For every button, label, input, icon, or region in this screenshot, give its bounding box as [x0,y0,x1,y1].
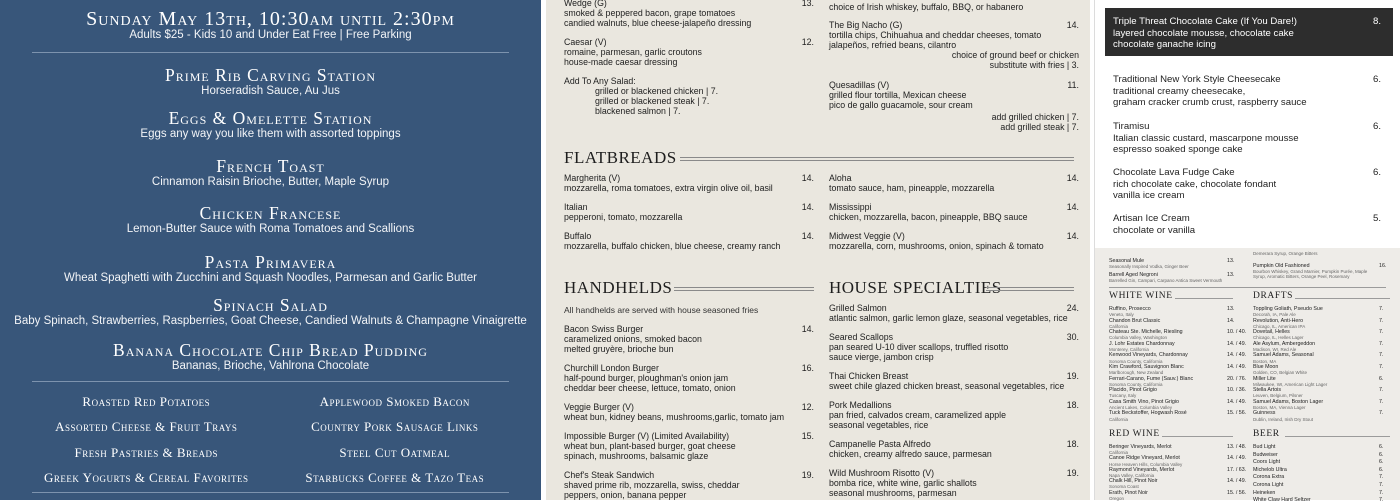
drink-item: Kenwood Vineyards, Chardonnay 14. / 49. Sonoma County, California [1109,352,1247,364]
drink-item: Michelob Ultra 6. [1253,466,1384,473]
drink-item: Revolution, Anti-Hero 7. Chicago, IL, American IPA [1253,317,1384,329]
station-desc: Baby Spinach, Strawberries, Raspberries, Goat Cheese, Candied Walnuts & Champagne Vinaigrette [14,315,527,327]
brunch-price-line: Adults $25 - Kids 10 and Under Eat Free | Free Parking [129,29,412,41]
dessert-item-lava-cake: Chocolate Lava Fudge Cake 6. rich chocolate cake, chocolate fondant vanilla ice cream [1113,167,1381,201]
section-rule [1175,298,1233,299]
menu-item-impossible: Impossible Burger (V) (Limited Availability) 15. wheat bun, plant-based burger, goat cheese spinach, mushrooms, balsamic glaze [564,431,814,461]
station-desc: Bananas, Brioche, Vahlrona Chocolate [171,360,370,372]
menu-item-campanelle: Campanelle Pasta Alfredo 18. chicken, creamy alfredo sauce, parmesan [829,439,1079,459]
station-bread-pudding [0,341,541,372]
cocktail-item: Seasonal Mule 13. Seasonally Inspired Vodka, Ginger Beer [1109,258,1235,270]
drink-item: Tuck Beckstoffer, Hogwash Rosé 15. / 56. California [1109,410,1247,422]
cocktail-item: Barrell Aged Negroni 13. Barrelled Gin, Campari, Carpano Antica Sweet Vermouth [1109,272,1235,284]
side-item: Fresh Pastries & Breads [74,444,218,460]
side-item: Greek Yogurts & Cereal Favorites [43,470,249,486]
cocktail-item: Demerara Syrup, Orange Bitters [1253,251,1318,256]
menu-item-salmon: Grilled Salmon 24. atlantic salmon, garlic lemon glaze, seasonal vegetables, rice [829,303,1079,323]
drink-item: Chalk Hill, Pinot Noir 14. / 49. Sonoma Coast [1109,478,1247,490]
section-title-red-wine: RED WINE [1109,429,1160,439]
drink-item: Ruffino, Prosecco 13. Veneto, Italy [1109,306,1235,318]
station-desc: Lemon-Butter Sauce with Roma Tomatoes and Scallions [126,223,415,235]
drink-item: Blue Moon 7. Golden, CO, Belgian White [1253,364,1384,376]
station-name: French Toast [216,156,325,176]
dessert-menu-panel [1094,0,1400,248]
section-title-specialties: HOUSE SPECIALTIES [829,278,1002,297]
drink-item: Samuel Adams, Boston Lager 7. Boston, MA, Vienna Lager [1253,398,1384,410]
drink-item: Placido, Pinot Grigio 10. / 36. Tuscany, Italy [1109,387,1247,399]
station-name: Chicken Francese [199,203,342,223]
divider [32,492,509,493]
drink-item: Miller Lite 6. Milwaukee, WI, American Light Lager [1253,375,1384,387]
section-title-drafts: DRAFTS [1253,291,1294,301]
drink-item: Bud Light 6. [1253,444,1384,450]
menu-item-thai-chicken: Thai Chicken Breast 19. sweet chile glazed chicken breast, seasonal vegetables, rice [829,371,1079,391]
menu-item-midwest-veggie: Midwest Veggie (V) 14. mozzarella, corn, mushrooms, onion, spinach & tomato [829,231,1079,251]
menu-item-veggie-burger: Veggie Burger (V) 12. wheat bun, kidney beans, mushrooms,garlic, tomato jam [564,402,814,422]
drink-item: Guinness 7. Dublin, Ireland, Irish Dry Stout [1253,410,1384,422]
menu-item-big-nacho: The Big Nacho (G) 14. tortilla chips, Chihuahua and cheddar cheeses, tomato jalapeños, refried beans, cilantro choice of ground beef or chicken substitute with fries | 3. [829,20,1079,70]
add-to-salad: Add To Any Salad: grilled or blackened chicken | 7. grilled or blackened steak | 7. blackened salmon | 7. [564,76,719,116]
drink-item: Beringer Vineyards, Merlot 13. / 48. California [1109,444,1247,456]
sides-row [22,440,519,466]
section-title-handhelds: HANDHELDS [564,278,673,297]
menu-item-buffalo: Buffalo 14. mozzarella, buffalo chicken, blue cheese, creamy ranch [564,231,814,251]
menu-item-steak-sandwich: Chef's Steak Sandwich 19. shaved prime rib, mozzarella, swiss, cheddar peppers, onion, banana pepper [564,470,814,500]
drink-item: Corona Light 7. [1253,482,1384,488]
menu-item-churchill: Churchill London Burger 16. half-pound burger, ploughman's onion jam cheddar beer cheese, lettuce, tomato, onion [564,363,814,393]
side-item: Assorted Cheese & Fruit Trays [55,419,238,435]
menu-item-italian: Italian 14. pepperoni, tomato, mozzarella [564,202,814,222]
drink-item: Raymond Vineyards, Merlot 17. / 63. Napa Valley, California [1109,466,1247,478]
sides-row [22,466,519,492]
section-title-flatbreads: FLATBREADS [564,148,677,167]
section-rule [674,287,814,291]
brunch-date-line: Sunday May 13th, 10:30am until 2:30pm [86,8,455,30]
menu-item-bacon-swiss: Bacon Swiss Burger 14. caramelized onions, smoked bacon melted gruyère, brioche bun [564,324,814,354]
station-name: Pasta Primavera [204,252,337,272]
drink-item: Chandon Brut Classic 14. California [1109,317,1235,329]
cocktail-item: Pumpkin Old Fashioned 16. Bourbon Whiskey, Grand Marnier, Pumpkin Purée, Maple Syrup, Aromatic Bitters, Orange Peel, Rosemary [1253,263,1387,280]
station-name: Banana Chocolate Chip Bread Pudding [113,340,428,360]
drink-item: Ferrari-Carano, Fume (Sauv.) Blanc 20. / 76. Sonoma County, California [1109,375,1247,387]
menu-item-caesar: Caesar (V) 12. romaine, parmesan, garlic croutons house-made caesar dressing [564,37,814,67]
menu-item-scallops: Seared Scallops 30. pan seared U-10 diver scallops, truffled risotto sauce vierge, jambon crisp [829,332,1079,362]
menu-item-margherita: Margherita (V) 14. mozzarella, roma tomatoes, extra virgin olive oil, basil [564,173,814,193]
section-rule [1162,436,1233,437]
dessert-item-tiramisu: Tiramisu 6. Italian classic custard, mascarpone mousse espresso soaked sponge cake [1113,121,1381,155]
section-rule [680,157,1074,161]
side-item: Roasted Red Potatoes [82,393,211,409]
drink-item: Stella Artois 7. Leuven, Belgium, Pilsner [1253,387,1384,399]
dessert-item-ice-cream: Artisan Ice Cream 5. chocolate or vanilla [1113,213,1381,236]
dessert-item-triple-threat: Triple Threat Chocolate Cake (If You Dare!) 8. layered chocolate mousse, chocolate cake chocolate ganache icing [1113,16,1381,50]
section-rule [986,287,1074,291]
dessert-item-cheesecake: Traditional New York Style Cheesecake 6. traditional creamy cheesecake, graham cracker crumb crust, raspberry sauce [1113,74,1381,108]
station-desc: Wheat Spaghetti with Zucchini and Squash Noodles, Parmesan and Garlic Butter [64,272,477,284]
drink-item: Ale Asylum, Ambergeddon 7. Madison, WI, Red Ale [1253,340,1384,352]
drink-item: White Claw Hard Seltzer 7. [1253,497,1384,503]
section-rule [1295,298,1390,299]
station-pasta-primavera [0,253,541,284]
divider [32,381,509,382]
station-name: Prime Rib Carving Station [164,65,376,85]
station-name: Eggs & Omelette Station [168,108,373,128]
drink-item: Coors Light 6. [1253,459,1384,466]
section-rule [1285,436,1390,437]
menu-item-pork-medallions: Pork Medallions 18. pan fried, calvados cream, caramelized apple seasonal vegetables, rice [829,400,1079,430]
menu-item-wedge: Wedge (G) 13. smoked & peppered bacon, grape tomatoes candied walnuts, blue cheese-jalapeño dressing [564,0,814,28]
drink-item: Corona Extra 7. [1253,474,1384,481]
drink-item: Samuel Adams, Seasonal 7. Boston, MA [1253,352,1384,364]
station-eggs [0,109,541,140]
drink-item: Canoe Ridge Vineyard, Merlot 14. / 49. Horse Heaven Hills, Columbia Valley [1109,455,1247,467]
station-french-toast [0,157,541,188]
sides-row [22,415,519,441]
menu-item-aloha: Aloha 14. tomato sauce, ham, pineapple, mozzarella [829,173,1079,193]
side-item: Country Pork Sausage Links [311,419,479,435]
divider [32,52,509,53]
station-desc: Eggs any way you like them with assorted toppings [140,128,401,140]
station-desc: Horseradish Sauce, Au Jus [201,85,340,97]
featured-dessert-box [1105,8,1393,56]
drink-item: Budweiser 6. [1253,451,1384,458]
drink-item: Casa Smith Vino, Pinot Grigio 14. / 49. Ancient Lakes, Columbia Valley [1109,398,1247,410]
drink-item: Toppling Goliath, Pseudo Sue 7. Decorah, IA, Pale Ale [1253,306,1384,318]
drink-item: Heineken 7. [1253,489,1384,496]
drink-item: Kim Crawford, Sauvignon Blanc 14. / 49. Marlborough, New Zealand [1109,364,1247,376]
side-item: Starbucks Coffee & Tazo Teas [305,470,485,486]
divider [1109,287,1386,288]
section-title-beer: BEER [1253,429,1280,439]
section-title-white-wine: WHITE WINE [1109,291,1173,301]
station-spinach-salad [0,296,541,327]
menu-item-mississippi: Mississippi 14. chicken, mozzarella, bacon, pineapple, BBQ sauce [829,202,1079,222]
drink-item: Dovetail, Helles 7. Chicago, IL, Helles Lager [1253,329,1384,341]
drink-item: Erath, Pinot Noir 15. / 56. Oregon [1109,489,1247,501]
drinks-menu-panel [1094,248,1400,503]
side-item: Applewood Smoked Bacon [319,393,470,409]
side-item: Steel Cut Oatmeal [339,444,451,460]
drink-item: J. Lohr Estates Chardonnay 14. / 49. Monterey, California [1109,340,1247,352]
station-chicken-francese [0,204,541,235]
lunch-menu-panel [546,0,1090,500]
station-prime-rib [0,66,541,97]
station-name: Spinach Salad [213,295,328,315]
sides-row [22,389,519,415]
station-desc: Cinnamon Raisin Brioche, Butter, Maple Syrup [151,176,390,188]
sides-list [22,389,519,491]
handhelds-note: All handhelds are served with house seasoned fries [564,305,759,315]
menu-item-quesadillas: Quesadillas (V) 11. grilled flour tortilla, Mexican cheese pico de gallo guacamole, sour cream add grilled chicken | 7. add grilled steak | 7. [829,80,1079,132]
menu-item-wings-desc: choice of Irish whiskey, buffalo, BBQ, or habanero [829,2,1024,12]
drink-item: Chateau Ste. Michelle, Riesling 10. / 40. Columbia Valley, Washington [1109,329,1247,341]
menu-item-mushroom-risotto: Wild Mushroom Risotto (V) 19. bomba rice, white wine, garlic shallots seasonal mushrooms, parmesan [829,468,1079,498]
brunch-menu-panel [0,0,541,500]
